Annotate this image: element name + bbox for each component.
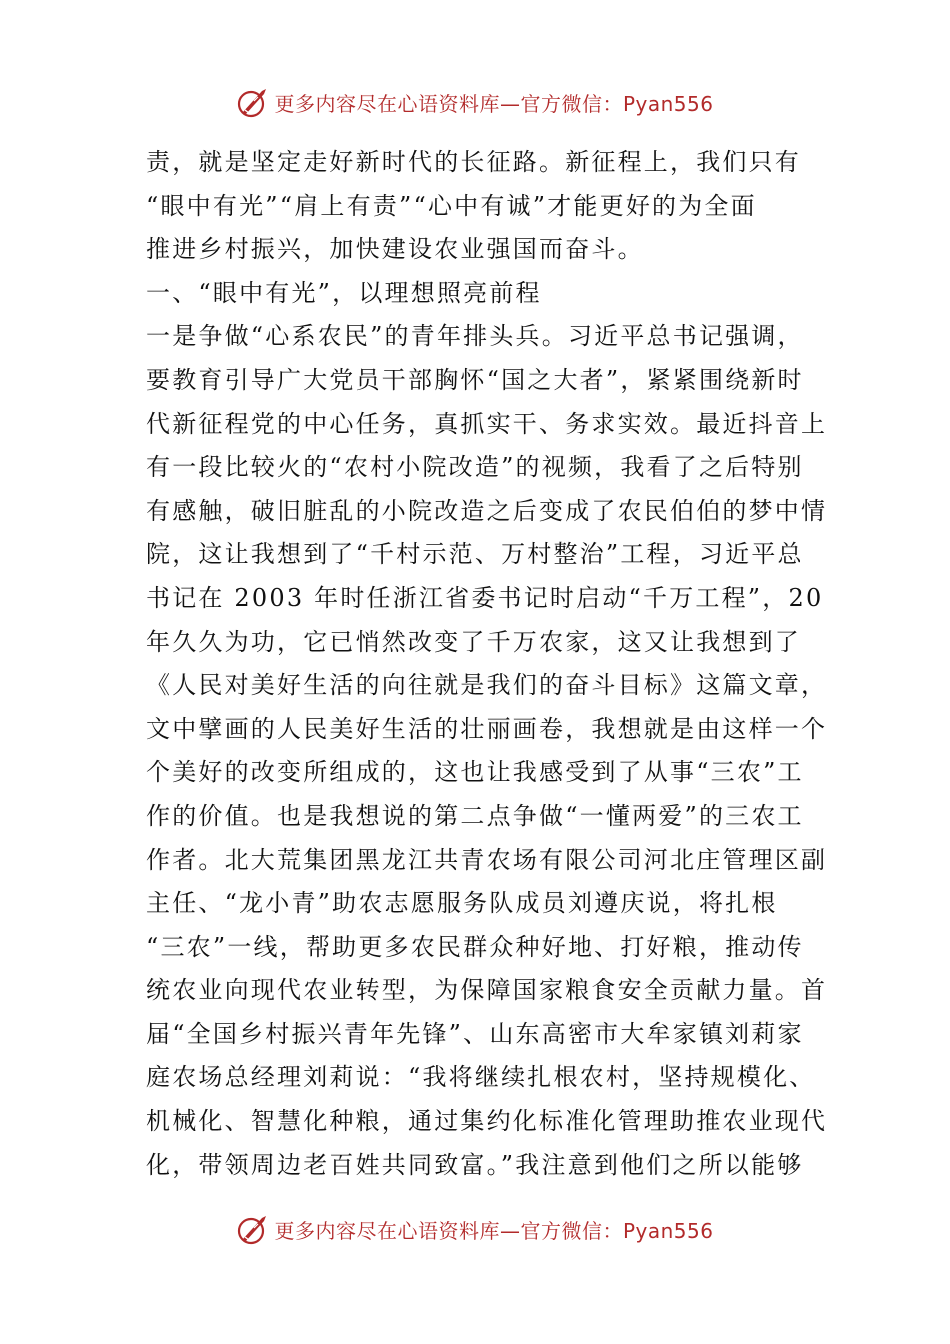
footer-banner (0, 1207, 950, 1251)
body-line: 代新征程党的中心任务，真抓实干、务求实效。最近抖音上 (146, 409, 828, 438)
body-line: 推进乡村振兴，加快建设农业强国而奋斗。 (146, 235, 644, 264)
body-line: 届“全国乡村振兴青年先锋”、山东高密市大牟家镇刘莉家 (146, 1019, 804, 1048)
body-line: 庭农场总经理刘莉说：“我将继续扎根农村，坚持规模化、 (146, 1063, 816, 1092)
quill-pen-logo-icon (236, 1212, 270, 1246)
body-line: 年久久为功，它已悄然改变了千万农家，这又让我想到了 (146, 627, 801, 656)
body-line: 作者。北大荒集团黑龙江共青农场有限公司河北庄管理区副 (146, 845, 828, 874)
quill-pen-logo-icon (236, 85, 270, 119)
body-line: 院，这让我想到了“千村示范、万村整治”工程，习近平总 (146, 540, 804, 569)
banner-text: 更多内容尽在心语资料库—官方微信：Pyan556 (274, 91, 714, 116)
body-line: 个美好的改变所组成的，这也让我感受到了从事“三农”工 (146, 758, 804, 787)
body-line: 作的价值。也是我想说的第二点争做“一懂两爱”的三农工 (146, 801, 804, 830)
body-line: 要教育引导广大党员干部胸怀“国之大者”，紧紧围绕新时 (146, 365, 804, 394)
body-line: 有一段比较火的“农村小院改造”的视频，我看了之后特别 (146, 453, 804, 482)
body-line: 《人民对美好生活的向往就是我们的奋斗目标》这篇文章， (146, 671, 828, 700)
banner-text: 更多内容尽在心语资料库—官方微信：Pyan556 (274, 1218, 714, 1243)
body-line: 书记在 2003 年时任浙江省委书记时启动“千万工程”，20 (146, 583, 824, 612)
header-banner (0, 80, 950, 124)
body-line: 一是争做“心系农民”的青年排头兵。习近平总书记强调， (146, 322, 804, 351)
body-line: 化，带领周边老百姓共同致富。”我注意到他们之所以能够 (146, 1150, 804, 1179)
body-line: 文中擘画的人民美好生活的壮丽画卷，我想就是由这样一个 (146, 714, 828, 743)
body-line: 主任、“龙小青”助农志愿服务队成员刘遵庆说，将扎根 (146, 889, 778, 918)
body-line: “三农”一线，帮助更多农民群众种好地、打好粮，推动传 (146, 932, 804, 961)
document-body (146, 141, 828, 1187)
body-line: 机械化、智慧化种粮，通过集约化标准化管理助推农业现代 (146, 1107, 828, 1136)
body-line: 有感触，破旧脏乱的小院改造之后变成了农民伯伯的梦中情 (146, 496, 828, 525)
body-line: 责，就是坚定走好新时代的长征路。新征程上，我们只有 (146, 148, 801, 176)
body-line: “眼中有光”“肩上有责”“心中有诚”才能更好的为全面 (146, 191, 757, 220)
section-heading: 一、“眼中有光”，以理想照亮前程 (146, 278, 542, 307)
body-line: 统农业向现代农业转型，为保障国家粮食安全贡献力量。首 (146, 976, 828, 1005)
